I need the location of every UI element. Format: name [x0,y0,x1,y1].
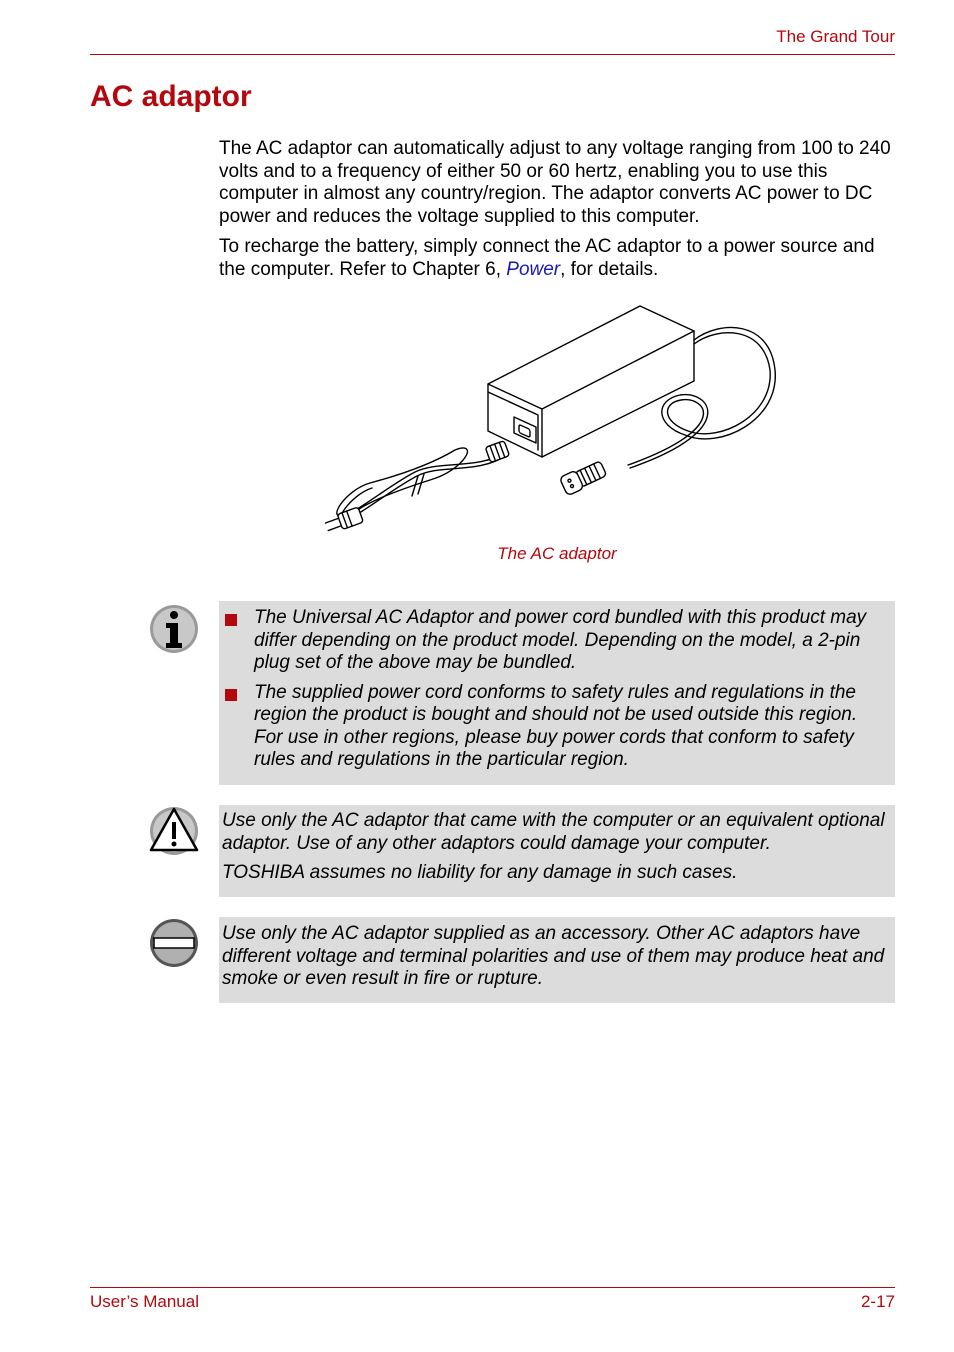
header-rule [90,54,895,55]
list-item [222,607,887,675]
info-icon [148,603,200,655]
ac-adaptor-illustration [300,300,800,545]
list-item [222,682,887,772]
footer-rule [90,1287,895,1288]
footer-page-number: 2-17 [860,1292,895,1311]
intro-paragraph: The AC adaptor can automatically adjust to any voltage ranging from 100 to 240 volts and to a frequency of either 50 or 60 hertz, enabling you to use this computer in almost any country/region. The adaptor converts AC power to DC power and reduces the voltage supplied to this computer. [219,138,891,227]
no-entry-icon [148,917,200,969]
figure-caption: The AC adaptor [497,544,617,563]
stop-note [219,917,895,1003]
recharge-text: To recharge the battery, simply connect the AC adaptor to a power source and the computer. Refer to Chapter 6, [219,236,875,280]
page-title: AC adaptor [90,80,252,113]
running-header: The Grand Tour [776,27,895,46]
info-note-item-1: The Universal AC Adaptor and power cord bundled with this product may differ depending on the product model. Depending on the model, a 2-pin plug set of the above may be bundled. [254,607,867,673]
bullet-square-icon [225,689,237,701]
power-chapter-link[interactable]: Power [506,258,561,280]
recharge-paragraph [219,236,899,281]
caution-note-line-1: Use only the AC adaptor that came with the computer or an equivalent optional adaptor. Use of any other adaptors could damage your computer. [222,810,885,854]
caution-note [219,805,895,897]
caution-note-line-2: TOSHIBA assumes no liability for any damage in such cases. [222,862,738,883]
info-note-item-2: The supplied power cord conforms to safety rules and regulations in the region the product is bought and should not be used outside this region. For use in other regions, please buy power cords that conform to safety rules and regulations in the particular region. [254,681,858,770]
warning-triangle-icon [148,805,200,857]
footer-manual-title: User’s Manual [90,1292,199,1311]
info-note-list [222,607,887,772]
info-note [219,601,895,785]
recharge-text-end: , for details. [560,258,659,280]
bullet-square-icon [225,614,237,626]
stop-note-text: Use only the AC adaptor supplied as an accessory. Other AC adaptors have different voltage and terminal polarities and use of them may produce heat and smoke or even result in fire or rupture. [222,923,885,989]
